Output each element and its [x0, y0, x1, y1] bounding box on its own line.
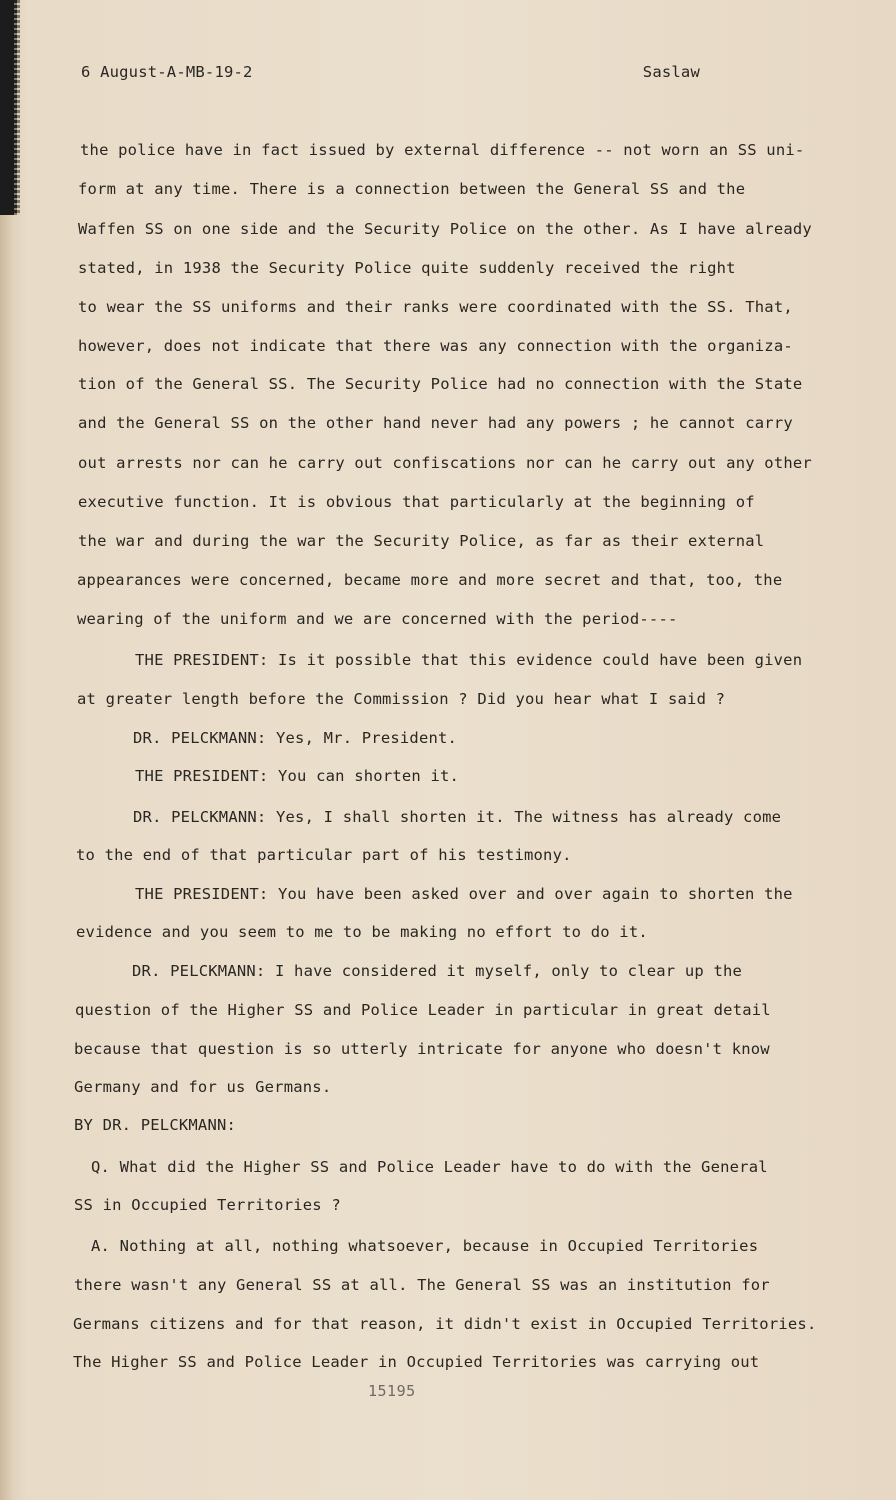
text-line: wearing of the uniform and we are concerned with the period---- [77, 610, 678, 628]
speaker-line: DR. PELCKMANN: Yes, I shall shorten it. The witness has already come [133, 808, 782, 826]
reporter-name: Saslaw [642, 63, 700, 81]
text-line: at greater length before the Commission ? Did you hear what I said ? [77, 690, 726, 708]
speaker-line: THE PRESIDENT: You can shorten it. [135, 767, 460, 785]
page-header [81, 60, 700, 84]
speaker-line: THE PRESIDENT: You have been asked over and over again to shorten the [135, 885, 793, 903]
text-line: there wasn't any General SS at all. The General SS was an institution for [74, 1276, 770, 1294]
speaker-line: DR. PELCKMANN: I have considered it myself, only to clear up the [132, 962, 743, 980]
text-line: Germans citizens and for that reason, it didn't exist in Occupied Territories. [73, 1315, 817, 1333]
text-line: the war and during the war the Security Police, as far as their external [78, 532, 765, 550]
text-line: Waffen SS on one side and the Security Police on the other. As I have already [78, 220, 812, 238]
answer-line: A. Nothing at all, nothing whatsoever, because in Occupied Territories [91, 1237, 759, 1255]
text-line: executive function. It is obvious that particularly at the beginning of [78, 493, 755, 511]
text-line: The Higher SS and Police Leader in Occupied Territories was carrying out [73, 1353, 760, 1371]
text-line: evidence and you seem to me to be making no effort to do it. [76, 923, 648, 941]
torn-edge [0, 0, 17, 215]
text-line: to the end of that particular part of his testimony. [76, 846, 572, 864]
speaker-line: THE PRESIDENT: Is it possible that this evidence could have been given [135, 651, 803, 669]
page-number: 15195 [368, 1382, 416, 1400]
text-line: out arrests nor can he carry out confiscations nor can he carry out any other [78, 454, 812, 472]
section-heading: BY DR. PELCKMANN: [74, 1116, 237, 1134]
text-line: to wear the SS uniforms and their ranks were coordinated with the SS. That, [78, 298, 793, 316]
text-line: because that question is so utterly intricate for anyone who doesn't know [74, 1040, 770, 1058]
text-line: SS in Occupied Territories ? [74, 1196, 341, 1214]
text-line: however, does not indicate that there was any connection with the organiza- [78, 337, 793, 355]
text-line: Germany and for us Germans. [74, 1078, 332, 1096]
document-reference: 6 August-A-MB-19-2 [81, 63, 253, 81]
speaker-line: DR. PELCKMANN: Yes, Mr. President. [133, 729, 458, 747]
question-line: Q. What did the Higher SS and Police Leader have to do with the General [91, 1158, 768, 1176]
text-line: stated, in 1938 the Security Police quite suddenly received the right [78, 259, 736, 277]
text-line: appearances were concerned, became more and more secret and that, too, the [77, 571, 783, 589]
text-line: form at any time. There is a connection between the General SS and the [78, 180, 746, 198]
text-line: the police have in fact issued by external difference -- not worn an SS uni- [80, 141, 805, 159]
text-line: and the General SS on the other hand never had any powers ; he cannot carry [78, 414, 793, 432]
text-line: tion of the General SS. The Security Police had no connection with the State [78, 375, 803, 393]
margin-shade [0, 215, 14, 1500]
text-line: question of the Higher SS and Police Leader in particular in great detail [75, 1001, 771, 1019]
